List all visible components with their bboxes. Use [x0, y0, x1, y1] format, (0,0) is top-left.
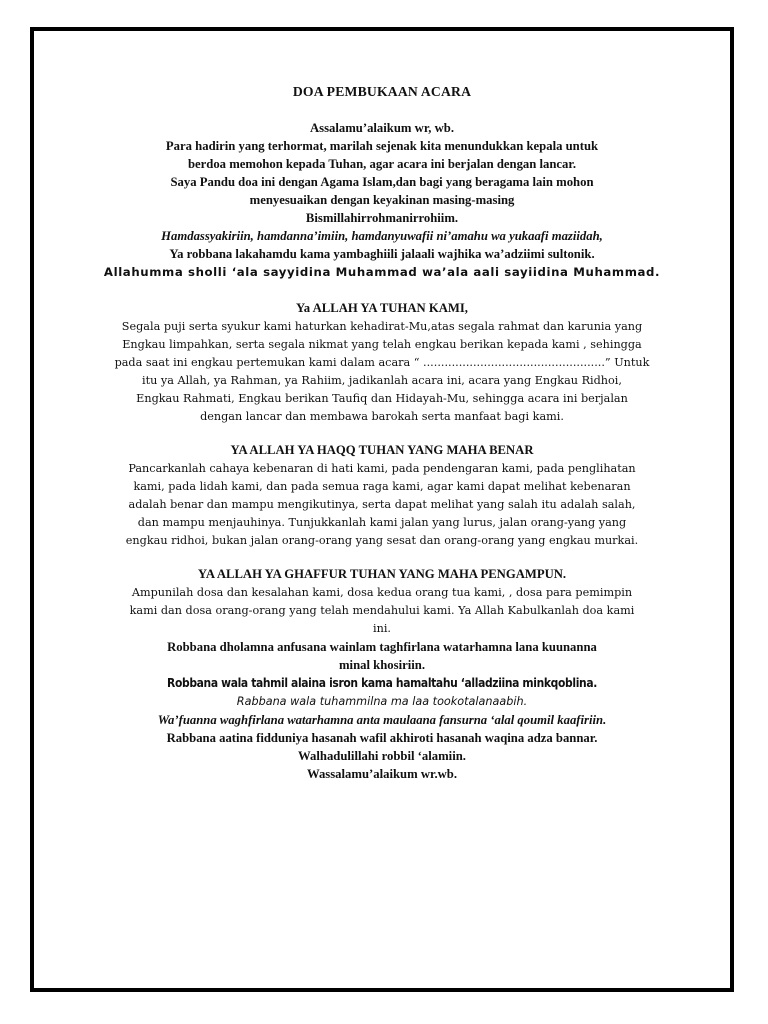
- section2-heading: YA ALLAH YA HAQQ TUHAN YANG MAHA BENAR: [230, 443, 534, 457]
- closing-line: Walhadulillahi robbil ‘alamiin.: [298, 749, 466, 763]
- intro-line: Ya robbana lakahamdu kama yambaghiili jalaali wajhika wa’adziimi sultonik.: [169, 247, 595, 261]
- page-border: [30, 27, 734, 992]
- intro-line-italic: Hamdassyakiriin, hamdanna’imiin, hamdanyuwafii ni’amahu wa yukaafi maziidah,: [161, 229, 603, 243]
- section2-line: kami, pada lidah kami, dan pada semua raga kami, agar kami dapat melihat kebenaran: [133, 480, 631, 493]
- sholawat-line: Allahumma sholli ‘ala sayyidina Muhammad wa’ala aali sayiidina Muhammad.: [103, 265, 661, 279]
- closing-line-italic: Wa’fuanna waghfirlana watarhamna anta maulaana fansurna ‘alal qoumil kaafiriin.: [157, 713, 607, 727]
- section1-heading: Ya ALLAH YA TUHAN KAMI,: [296, 301, 468, 315]
- document-title: DOA PEMBUKAAN ACARA: [292, 84, 472, 99]
- farewell: Wassalamu’alaikum wr.wb.: [306, 767, 458, 781]
- closing-line: Rabbana aatina fidduniya hasanah wafil akhiroti hasanah waqina adza bannar.: [166, 731, 598, 745]
- intro-line: Saya Pandu doa ini dengan Agama Islam,dan bagi yang beragama lain mohon: [170, 175, 594, 189]
- section3-line: kami dan dosa orang-orang yang telah mendahului kami. Ya Allah Kabulkanlah doa kami: [129, 604, 635, 617]
- closing-line-condensed: Robbana wala tahmil alaina isron kama hamaltahu ‘alladziina minkqoblina.: [167, 676, 597, 690]
- intro-line: Para hadirin yang terhormat, marilah sejenak kita menundukkan kepala untuk: [165, 139, 599, 153]
- closing-line: Robbana dholamna anfusana wainlam taghfirlana watarhamna lana kuunanna: [167, 640, 597, 654]
- section1-line: Engkau Rahmati, Engkau berikan Taufiq dan Hidayah-Mu, sehingga acara ini berjalan: [136, 392, 628, 405]
- section2-line: Pancarkanlah cahaya kebenaran di hati kami, pada pendengaran kami, pada penglihatan: [128, 462, 636, 475]
- section3-line: Ampunilah dosa dan kesalahan kami, dosa kedua orang tua kami, , dosa para pemimpin: [131, 586, 633, 599]
- section3-heading: YA ALLAH YA GHAFFUR TUHAN YANG MAHA PENGAMPUN.: [197, 567, 567, 581]
- closing-line-italic: Rabbana wala tuhammilna ma laa tookotalanaabih.: [236, 695, 528, 708]
- section2-line: dan mampu menjauhinya. Tunjukkanlah kami jalan yang lurus, jalan orang-yang yang: [137, 516, 627, 529]
- section2-line: adalah benar dan mampu mengikutinya, serta dapat melihat yang salah itu adalah salah,: [128, 498, 636, 511]
- intro-line: berdoa memohon kepada Tuhan, agar acara ini berjalan dengan lancar.: [187, 157, 577, 171]
- section1-line: pada saat ini engkau pertemukan kami dalam acara “ ...................................................” Untuk: [114, 356, 650, 369]
- section1-line: Engkau limpahkan, serta segala nikmat yang telah engkau berikan kepada kami , sehingga: [122, 338, 642, 351]
- closing-line: minal khosiriin.: [338, 658, 426, 672]
- section1-line: itu ya Allah, ya Rahman, ya Rahiim, jadikanlah acara ini, acara yang Engkau Ridhoi,: [142, 374, 622, 387]
- intro-line: menyesuaikan dengan keyakinan masing-masing: [249, 193, 515, 207]
- section1-line: dengan lancar dan membawa barokah serta manfaat bagi kami.: [200, 410, 564, 423]
- greeting: Assalamu’alaikum wr, wb.: [309, 121, 455, 135]
- section1-line: Segala puji serta syukur kami haturkan kehadirat-Mu,atas segala rahmat dan karunia yang: [121, 320, 643, 333]
- basmalah: Bismillahirrohmanirrohiim.: [305, 211, 459, 225]
- section3-line: ini.: [373, 622, 391, 635]
- section2-line: engkau ridhoi, bukan jalan orang-orang yang sesat dan orang-orang yang engkau murkai.: [125, 534, 639, 547]
